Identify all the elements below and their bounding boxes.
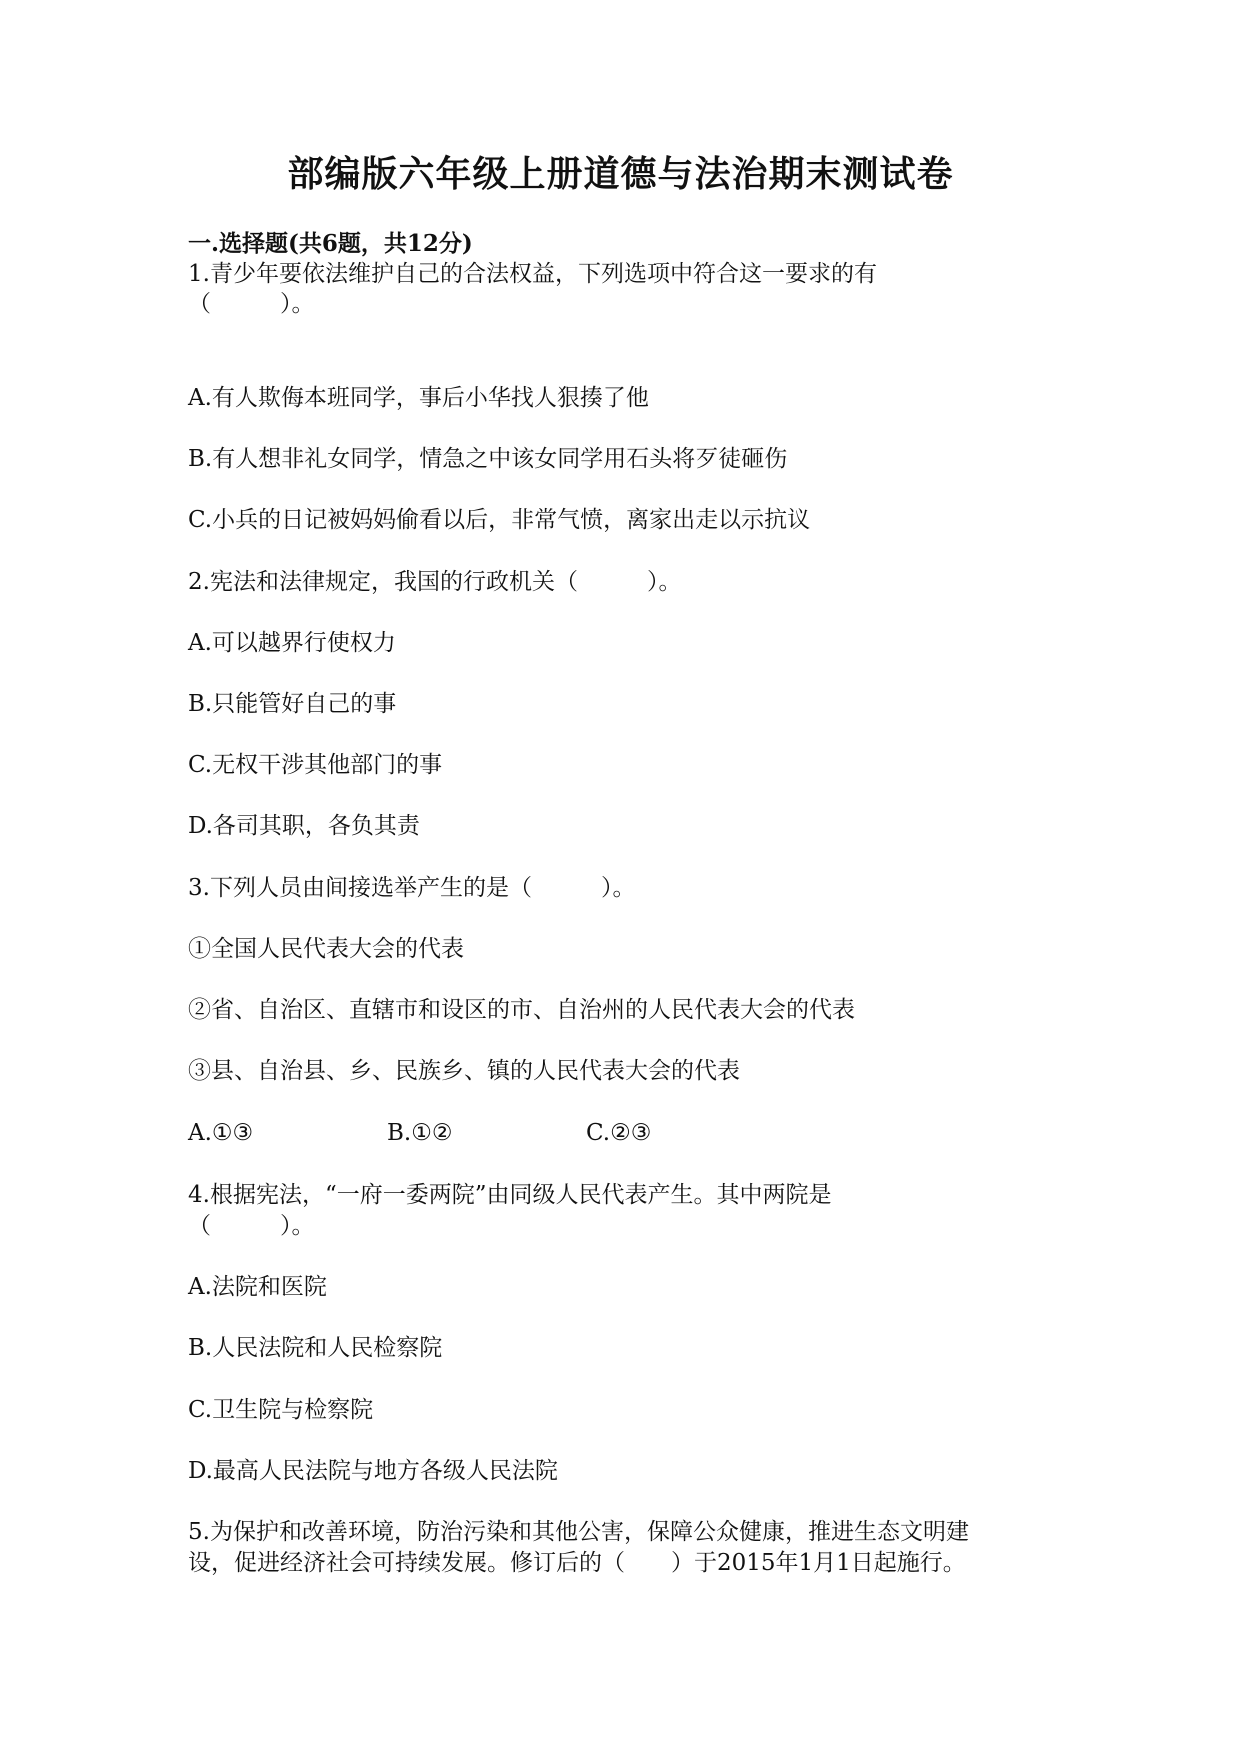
question-4-option-b: B.人民法院和人民检察院 [188, 1335, 443, 1361]
question-4-option-a: A.法院和医院 [188, 1274, 327, 1300]
question-4-stem-line2: （ ）。 [188, 1213, 315, 1239]
question-3-item-2: ②省、自治区、直辖市和设区的市、自治州的人民代表大会的代表 [188, 997, 855, 1023]
question-1-stem-line1: 1.青少年要依法维护自己的合法权益，下列选项中符合这一要求的有 [188, 261, 877, 287]
question-5-stem-line1: 5.为保护和改善环境，防治污染和其他公害，保障公众健康，推进生态文明建 [188, 1519, 969, 1545]
question-1-stem-line2: （ ）。 [188, 291, 315, 317]
question-2-option-c: C.无权干涉其他部门的事 [188, 752, 443, 778]
question-4-stem-line1: 4.根据宪法，“一府一委两院”由同级人民代表产生。其中两院是 [188, 1182, 832, 1208]
question-3-item-1: ①全国人民代表大会的代表 [188, 936, 464, 962]
question-3-option-c: C.②③ [586, 1120, 652, 1146]
question-2-option-a: A.可以越界行使权力 [188, 630, 396, 656]
question-1-option-c: C.小兵的日记被妈妈偷看以后，非常气愤，离家出走以示抗议 [188, 507, 811, 533]
question-4-option-c: C.卫生院与检察院 [188, 1397, 374, 1423]
question-3-item-3: ③县、自治县、乡、民族乡、镇的人民代表大会的代表 [188, 1058, 740, 1084]
question-3-option-b: B.①② [387, 1120, 453, 1146]
question-2-option-d: D.各司其职，各负其责 [188, 813, 420, 839]
question-2-option-b: B.只能管好自己的事 [188, 691, 397, 717]
question-3-options [188, 1117, 651, 1149]
section-heading: 一.选择题(共6题，共12分) [188, 230, 473, 257]
question-2-stem: 2.宪法和法律规定，我国的行政机关（ ）。 [188, 569, 682, 595]
question-3-stem: 3.下列人员由间接选举产生的是（ ）。 [188, 875, 636, 901]
question-1-option-a: A.有人欺侮本班同学，事后小华找人狠揍了他 [188, 385, 649, 411]
question-1-option-b: B.有人想非礼女同学，情急之中该女同学用石头将歹徒砸伤 [188, 446, 788, 472]
page-title: 部编版六年级上册道德与法治期末测试卷 [287, 153, 954, 195]
question-4-option-d: D.最高人民法院与地方各级人民法院 [188, 1458, 558, 1484]
question-5-stem-line2: 设，促进经济社会可持续发展。修订后的（ ）于2015年1月1日起施行。 [188, 1550, 966, 1576]
question-3-option-a: A.①③ [188, 1120, 254, 1146]
